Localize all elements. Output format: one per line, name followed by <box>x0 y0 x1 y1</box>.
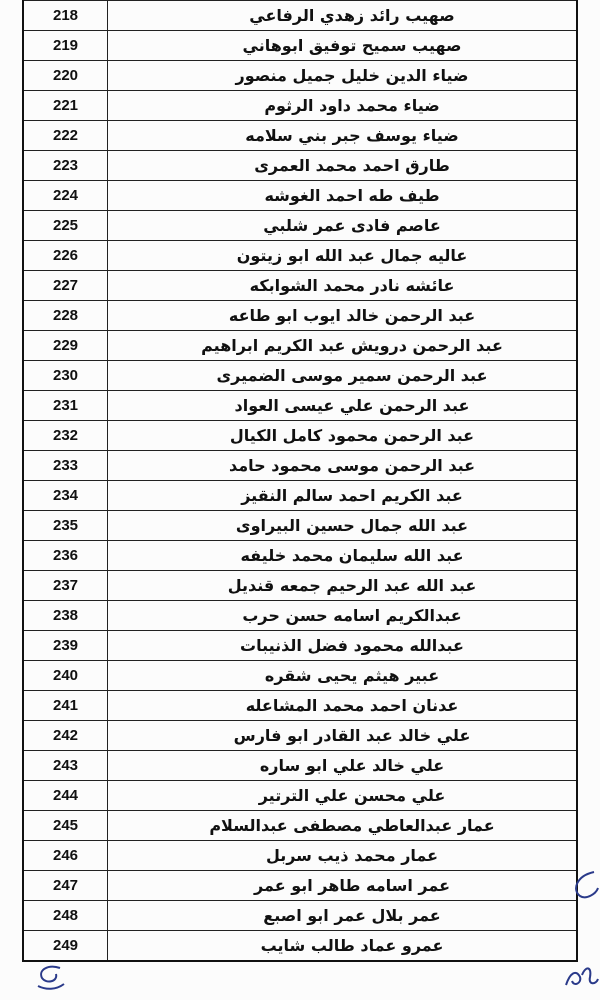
row-number: 223 <box>24 151 108 180</box>
row-name: عبد الرحمن درويش عبد الكريم ابراهيم <box>201 336 503 355</box>
row-name: عبدالكريم اسامه حسن حرب <box>242 606 462 625</box>
row-number: 236 <box>24 541 108 570</box>
row-name: علي خالد علي ابو ساره <box>259 756 445 775</box>
handwritten-mark-right <box>566 868 600 908</box>
row-number: 245 <box>24 811 108 840</box>
table-row <box>24 450 576 480</box>
row-number: 225 <box>24 211 108 240</box>
table-row <box>24 120 576 150</box>
row-name: عمار عبدالعاطي مصطفى عبدالسلام <box>209 816 495 835</box>
row-number: 229 <box>24 331 108 360</box>
row-number: 233 <box>24 451 108 480</box>
row-number: 243 <box>24 751 108 780</box>
row-name: عمر بلال عمر ابو اصبع <box>263 906 441 925</box>
row-number: 241 <box>24 691 108 720</box>
row-name: عدنان احمد محمد المشاعله <box>245 696 459 715</box>
row-number: 218 <box>24 1 108 30</box>
table-row <box>24 240 576 270</box>
row-number: 248 <box>24 901 108 930</box>
row-number: 244 <box>24 781 108 810</box>
row-number: 231 <box>24 391 108 420</box>
row-name: عمرو عماد طالب شايب <box>260 936 444 955</box>
row-number: 220 <box>24 61 108 90</box>
row-number: 240 <box>24 661 108 690</box>
row-name: عاصم فادى عمر شلبي <box>263 216 441 235</box>
row-number: 238 <box>24 601 108 630</box>
row-name: عبد الرحمن علي عيسى العواد <box>234 396 470 415</box>
row-number: 234 <box>24 481 108 510</box>
row-number: 228 <box>24 301 108 330</box>
row-name: عبد الله جمال حسين البيراوى <box>235 516 469 535</box>
row-name: ضياء الدين خليل جميل منصور <box>235 66 469 85</box>
table-row <box>24 300 576 330</box>
row-number: 247 <box>24 871 108 900</box>
table-row <box>24 930 576 960</box>
table-row <box>24 780 576 810</box>
row-name: عبد الرحمن محمود كامل الكيال <box>229 426 475 445</box>
table-row <box>24 810 576 840</box>
row-number: 222 <box>24 121 108 150</box>
row-name: عبد الله عبد الرحيم جمعه قنديل <box>227 576 477 595</box>
table-row <box>24 570 576 600</box>
row-name: طارق احمد محمد العمرى <box>254 156 450 175</box>
row-number: 224 <box>24 181 108 210</box>
row-number: 237 <box>24 571 108 600</box>
row-name: عبير هيثم يحيى شقره <box>264 666 440 685</box>
table-row <box>24 420 576 450</box>
row-name: ضياء محمد داود الرثوم <box>264 96 440 115</box>
row-name: ضياء يوسف جبر بني سلامه <box>245 126 459 145</box>
table-row <box>24 660 576 690</box>
row-name: عبدالله محمود فضل الذنيبات <box>240 636 464 655</box>
table-row <box>24 150 576 180</box>
table-row <box>24 630 576 660</box>
row-name: عبد الله سليمان محمد خليفه <box>240 546 464 565</box>
row-name: صهيب سميح توفيق ابوهاني <box>242 36 462 55</box>
table-row <box>24 480 576 510</box>
row-number: 221 <box>24 91 108 120</box>
row-name: عاليه جمال عبد الله ابو زيتون <box>236 246 468 265</box>
row-number: 235 <box>24 511 108 540</box>
row-number: 249 <box>24 931 108 960</box>
table-row <box>24 90 576 120</box>
row-number: 226 <box>24 241 108 270</box>
row-number: 246 <box>24 841 108 870</box>
table-row <box>24 180 576 210</box>
row-name: صهيب رائد زهدي الرفاعي <box>249 6 455 25</box>
names-table <box>22 0 578 962</box>
table-row <box>24 60 576 90</box>
table-row <box>24 600 576 630</box>
table-row <box>24 390 576 420</box>
table-row <box>24 750 576 780</box>
table-row <box>24 330 576 360</box>
table-row <box>24 0 576 30</box>
row-number: 232 <box>24 421 108 450</box>
handwritten-initials-bottom-right <box>560 955 600 995</box>
table-row <box>24 510 576 540</box>
row-name: عبد الرحمن موسى محمود حامد <box>228 456 476 475</box>
table-row <box>24 270 576 300</box>
table-row <box>24 540 576 570</box>
row-number: 239 <box>24 631 108 660</box>
handwritten-mark-bottom-left <box>30 960 70 996</box>
table-row <box>24 360 576 390</box>
row-name: طيف طه احمد الغوشه <box>264 186 440 205</box>
row-number: 219 <box>24 31 108 60</box>
row-name: علي محسن علي الترتير <box>258 786 446 805</box>
table-row <box>24 900 576 930</box>
row-name: عبد الرحمن خالد ايوب ابو طاعه <box>228 306 476 325</box>
row-number: 230 <box>24 361 108 390</box>
row-name: عائشه نادر محمد الشوابكه <box>249 276 455 295</box>
row-number: 227 <box>24 271 108 300</box>
table-row <box>24 840 576 870</box>
row-name: عبد الرحمن سمير موسى الضميرى <box>216 366 488 385</box>
row-number: 242 <box>24 721 108 750</box>
row-name: علي خالد عبد القادر ابو فارس <box>233 726 471 745</box>
row-name: عبد الكريم احمد سالم النقيز <box>241 486 463 505</box>
row-name: عمار محمد ذيب سربل <box>265 846 439 865</box>
row-name: عمر اسامه طاهر ابو عمر <box>254 876 450 895</box>
table-row <box>24 720 576 750</box>
table-row <box>24 870 576 900</box>
table-row <box>24 690 576 720</box>
table-row <box>24 30 576 60</box>
table-row <box>24 210 576 240</box>
